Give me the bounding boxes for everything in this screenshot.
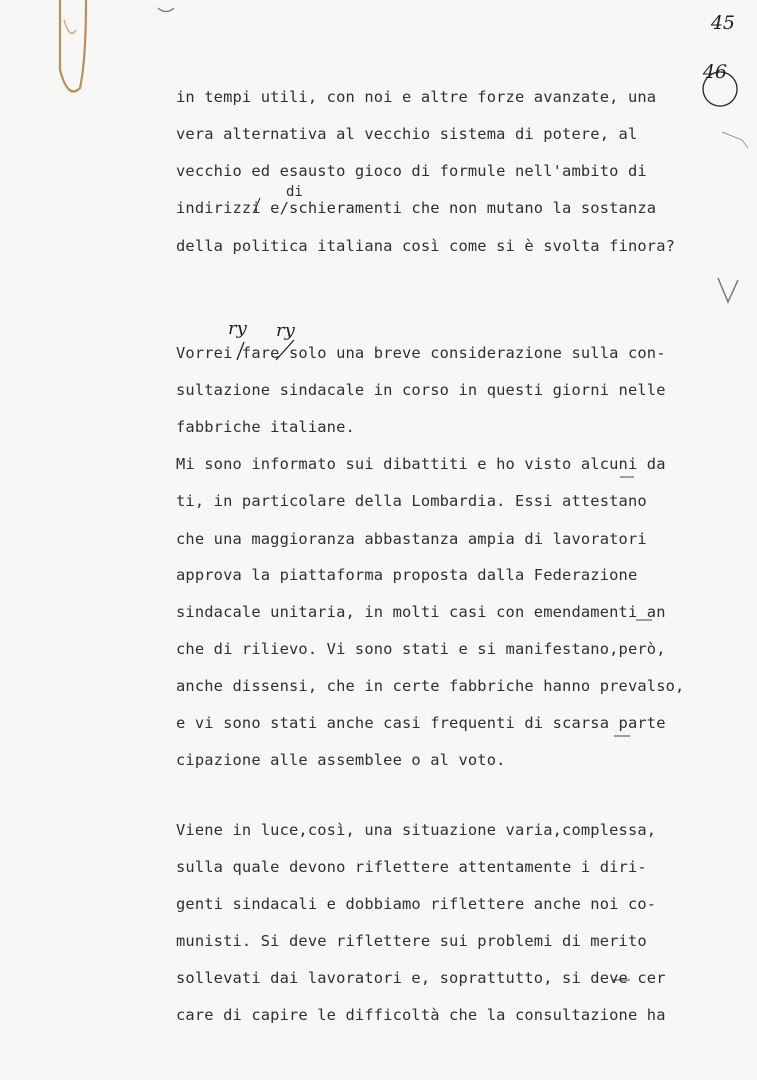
text-line: care di capire le difficoltà che la consultazione ha [176, 1006, 666, 1024]
text-line: che una maggioranza abbastanza ampia di lavoratori [176, 530, 647, 548]
text-line: sulla quale devono riflettere attentamente i diri- [176, 858, 647, 876]
text-line: vecchio ed esausto gioco di formule nell'ambito di [176, 162, 647, 180]
rust-fleck [158, 8, 174, 12]
text-line: fabbriche italiane. [176, 418, 355, 436]
text-line: approva la piattaforma proposta dalla Federazione [176, 566, 638, 584]
text-line: vera alternativa al vecchio sistema di potere, al [176, 125, 638, 143]
rust-stain-inner [64, 20, 76, 33]
rust-stain [60, 0, 86, 91]
text-line: Mi sono informato sui dibattiti e ho visto alcuni da [176, 455, 666, 473]
page-number-circled: 46 [702, 61, 727, 83]
text-line: ti, in particolare della Lombardia. Essi attestano [176, 492, 647, 510]
text-line: sultazione sindacale in corso in questi giorni nelle [176, 381, 666, 399]
text-line: sindacale unitaria, in molti casi con emendamenti an [176, 603, 666, 621]
page-number-typed: 45 [710, 12, 735, 34]
text-line: cipazione alle assemblee o al voto. [176, 751, 506, 769]
margin-mark-top [722, 132, 748, 148]
text-line: indirizzi e/schieramenti che non mutano la sostanza [176, 199, 657, 217]
text-line: munisti. Si deve riflettere sui problemi di merito [176, 932, 647, 950]
text-line: sollevati dai lavoratori e, soprattutto, si deve cer [176, 969, 666, 987]
text-line: anche dissensi, che in certe fabbriche hanno prevalso, [176, 677, 685, 695]
text-line: e vi sono stati anche casi frequenti di scarsa parte [176, 714, 666, 732]
text-line: che di rilievo. Vi sono stati e si manifestano,però, [176, 640, 666, 658]
insert-mark-1: ry [228, 318, 247, 339]
margin-mark-check [718, 278, 738, 302]
text-line: della politica italiana così come si è svolta finora? [176, 237, 676, 255]
text-line: Vorrei fare solo una breve considerazione sulla con- [176, 344, 666, 362]
text-line: Viene in luce,così, una situazione varia,complessa, [176, 821, 657, 839]
insert-mark-2: ry [276, 320, 295, 341]
interlinear-correction: di [286, 184, 303, 200]
text-line: genti sindacali e dobbiamo riflettere anche noi co- [176, 895, 657, 913]
text-line: in tempi utili, con noi e altre forze avanzate, una [176, 88, 657, 106]
